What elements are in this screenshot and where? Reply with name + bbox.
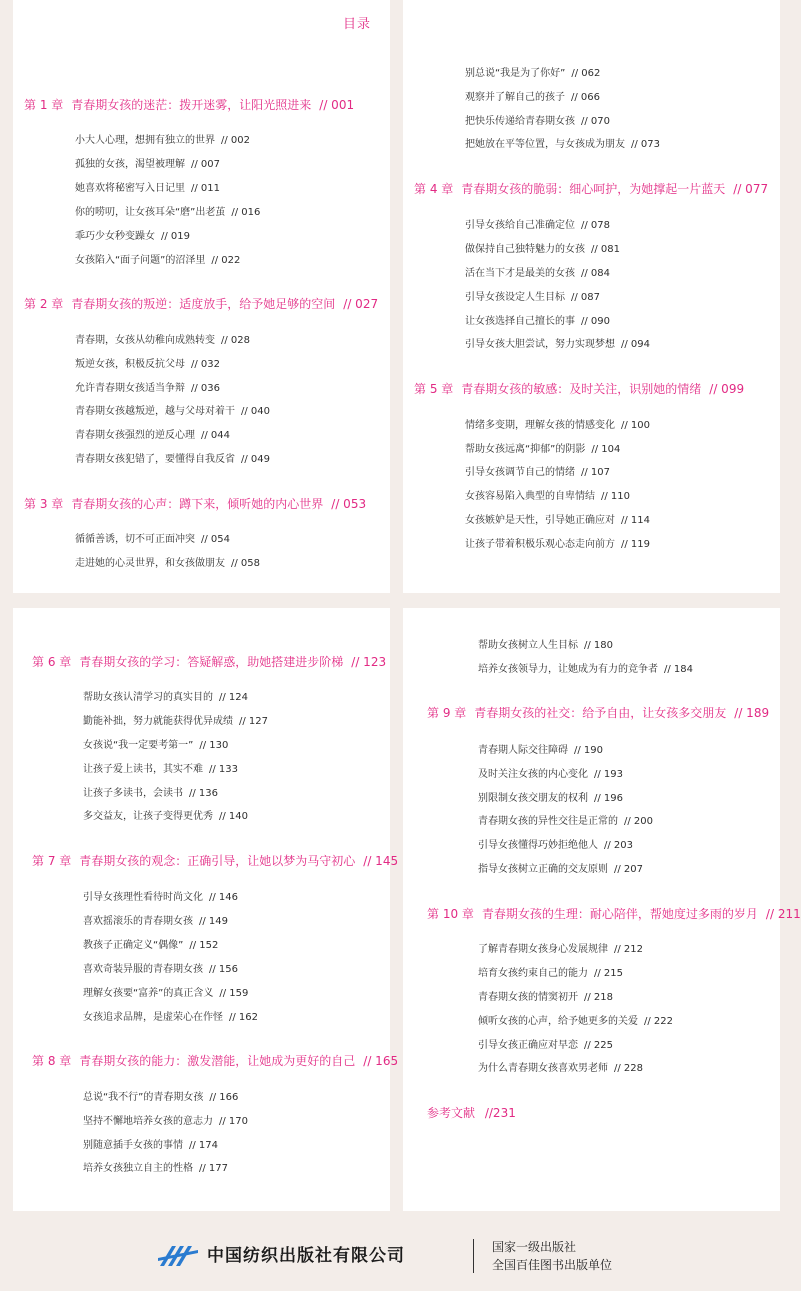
chapter-page: // 189 bbox=[734, 706, 770, 720]
entry-title: 青春期人际交往障碍 bbox=[478, 745, 568, 756]
chapter-title: 青春期女孩的敏感：及时关注，识别她的情绪 bbox=[461, 382, 702, 396]
toc-entry bbox=[478, 988, 613, 1003]
entry-title: 总说“我不行”的青春期女孩 bbox=[83, 1092, 204, 1103]
entry-title: 为什么青春期女孩喜欢男老师 bbox=[478, 1063, 608, 1074]
entry-title: 引导女孩懂得巧妙拒绝他人 bbox=[478, 840, 598, 851]
entry-title: 了解青春期女孩身心发展规律 bbox=[478, 944, 608, 955]
toc-entry bbox=[478, 812, 653, 827]
entry-title: 倾听女孩的心声，给予她更多的关爱 bbox=[478, 1016, 638, 1027]
toc-entry bbox=[465, 463, 610, 478]
toc-entry bbox=[75, 554, 260, 569]
entry-title: 别总说“我是为了你好” bbox=[465, 68, 566, 79]
entry-title: 女孩追求品牌，是虚荣心在作怪 bbox=[83, 1012, 223, 1023]
entry-title: 及时关注女孩的内心变化 bbox=[478, 769, 588, 780]
chapter-10-heading bbox=[427, 905, 801, 922]
entry-title: 叛逆女孩，积极反抗父母 bbox=[75, 359, 185, 370]
toc-entry bbox=[465, 112, 610, 127]
toc-entry bbox=[465, 288, 600, 303]
chapter-title: 青春期女孩的脆弱：细心呵护，为她撑起一片蓝天 bbox=[461, 182, 726, 196]
references-entry bbox=[427, 1104, 516, 1121]
toc-entry bbox=[75, 227, 190, 242]
entry-title: 把快乐传递给青春期女孩 bbox=[465, 116, 575, 127]
entry-title: 培育女孩约束自己的能力 bbox=[478, 968, 588, 979]
footer-divider bbox=[473, 1239, 474, 1273]
entry-page: // 222 bbox=[644, 1016, 674, 1027]
entry-page: // 062 bbox=[571, 68, 601, 79]
toc-entry bbox=[75, 426, 230, 441]
entry-title: 女孩嫉妒是天性，引导她正确应对 bbox=[465, 515, 615, 526]
entry-page: // 149 bbox=[199, 916, 229, 927]
entry-title: 引导女孩正确应对早恋 bbox=[478, 1040, 578, 1051]
toc-entry bbox=[75, 331, 250, 346]
chapter-title: 青春期女孩的迷茫：拨开迷雾，让阳光照进来 bbox=[71, 98, 312, 112]
entry-title: 勤能补拙，努力就能获得优异成绩 bbox=[83, 716, 233, 727]
entry-title: 帮助女孩远离“抑郁”的阴影 bbox=[465, 444, 586, 455]
entry-page: // 002 bbox=[221, 135, 251, 146]
entry-page: // 146 bbox=[209, 892, 239, 903]
chapter-page: // 211 bbox=[765, 907, 801, 921]
entry-title: 她喜欢将秘密写入日记里 bbox=[75, 183, 185, 194]
toc-entry bbox=[83, 1159, 228, 1174]
entry-page: // 100 bbox=[621, 420, 651, 431]
entry-page: // 066 bbox=[571, 92, 601, 103]
entry-page: // 104 bbox=[591, 444, 621, 455]
publisher-tagline-2: 全国百佳图书出版单位 bbox=[492, 1258, 613, 1272]
chapter-number: 第 5 章 bbox=[414, 382, 454, 396]
toc-entry bbox=[465, 240, 620, 255]
toc-entry bbox=[75, 530, 230, 545]
entry-page: // 107 bbox=[581, 467, 611, 478]
entry-title: 让孩子多读书，会读书 bbox=[83, 788, 183, 799]
entry-title: 教孩子正确定义“偶像” bbox=[83, 940, 184, 951]
entry-title: 把她放在平等位置，与女孩成为朋友 bbox=[465, 139, 625, 150]
chapter-number: 第 8 章 bbox=[32, 1054, 72, 1068]
toc-entry bbox=[478, 660, 693, 675]
entry-page: // 032 bbox=[191, 359, 221, 370]
toc-entry bbox=[465, 487, 630, 502]
entry-page: // 119 bbox=[621, 539, 651, 550]
entry-page: // 090 bbox=[581, 316, 611, 327]
toc-entry bbox=[83, 984, 248, 999]
toc-entry bbox=[83, 784, 218, 799]
toc-page-1 bbox=[13, 0, 390, 593]
entry-page: // 058 bbox=[231, 558, 261, 569]
chapter-5-heading bbox=[414, 380, 744, 397]
toc-entry bbox=[465, 64, 600, 79]
entry-title: 引导女孩理性看待时尚文化 bbox=[83, 892, 203, 903]
entry-title: 别随意插手女孩的事情 bbox=[83, 1140, 183, 1151]
entry-page: // 081 bbox=[591, 244, 621, 255]
entry-page: // 028 bbox=[221, 335, 251, 346]
entry-page: // 218 bbox=[584, 992, 614, 1003]
entry-title: 情绪多变期，理解女孩的情感变化 bbox=[465, 420, 615, 431]
entry-page: // 133 bbox=[209, 764, 239, 775]
entry-title: 帮助女孩认清学习的真实目的 bbox=[83, 692, 213, 703]
entry-page: // 016 bbox=[231, 207, 261, 218]
entry-page: // 174 bbox=[189, 1140, 219, 1151]
chapter-9-heading bbox=[427, 704, 769, 721]
toc-entry bbox=[83, 1112, 248, 1127]
entry-title: 活在当下才是最美的女孩 bbox=[465, 268, 575, 279]
entry-page: // 180 bbox=[584, 640, 614, 651]
toc-entry bbox=[465, 440, 620, 455]
chapter-number: 第 9 章 bbox=[427, 706, 467, 720]
entry-title: 走进她的心灵世界，和女孩做朋友 bbox=[75, 558, 225, 569]
toc-entry bbox=[478, 836, 633, 851]
chapter-number: 第 10 章 bbox=[427, 907, 474, 921]
entry-page: // 152 bbox=[189, 940, 219, 951]
toc-entry bbox=[75, 402, 270, 417]
toc-entry bbox=[75, 355, 220, 370]
toc-entry bbox=[478, 860, 643, 875]
entry-page: // 130 bbox=[199, 740, 229, 751]
references-page: //231 bbox=[484, 1106, 516, 1120]
entry-page: // 019 bbox=[161, 231, 191, 242]
toc-entry bbox=[465, 535, 650, 550]
entry-page: // 054 bbox=[201, 534, 231, 545]
chapter-page: // 123 bbox=[351, 655, 387, 669]
toc-entry bbox=[478, 940, 643, 955]
toc-page-3 bbox=[13, 608, 399, 1211]
entry-title: 理解女孩要“富养”的真正含义 bbox=[83, 988, 214, 999]
entry-page: // 215 bbox=[594, 968, 624, 979]
entry-title: 引导女孩调节自己的情绪 bbox=[465, 467, 575, 478]
entry-page: // 190 bbox=[574, 745, 604, 756]
toc-entry bbox=[478, 636, 613, 651]
toc-page-2 bbox=[403, 0, 780, 593]
entry-title: 观察并了解自己的孩子 bbox=[465, 92, 565, 103]
chapter-4-heading bbox=[414, 180, 768, 197]
chapter-page: // 053 bbox=[331, 497, 367, 511]
toc-entry bbox=[83, 888, 238, 903]
entry-title: 青春期女孩犯错了，要懂得自我反省 bbox=[75, 454, 235, 465]
entry-title: 青春期女孩的异性交往是正常的 bbox=[478, 816, 618, 827]
toc-entry bbox=[465, 335, 650, 350]
entry-title: 指导女孩树立正确的交友原则 bbox=[478, 864, 608, 875]
chapter-title: 青春期女孩的叛逆：适度放手，给予她足够的空间 bbox=[71, 297, 336, 311]
toc-entry bbox=[83, 1088, 238, 1103]
toc-entry bbox=[465, 312, 610, 327]
toc-entry bbox=[465, 511, 650, 526]
chapter-7-heading bbox=[32, 852, 398, 869]
toc-entry bbox=[83, 736, 228, 751]
chapter-title: 青春期女孩的能力：激发潜能，让她成为更好的自己 bbox=[79, 1054, 356, 1068]
entry-title: 乖巧少女秒变躁女 bbox=[75, 231, 155, 242]
toc-entry bbox=[75, 203, 260, 218]
entry-title: 别限制女孩交朋友的权利 bbox=[478, 793, 588, 804]
toc-entry bbox=[83, 960, 238, 975]
toc-title: 目录 bbox=[343, 17, 372, 32]
entry-page: // 170 bbox=[219, 1116, 249, 1127]
chapter-number: 第 7 章 bbox=[32, 854, 72, 868]
chapter-title: 青春期女孩的观念：正确引导，让她以梦为马守初心 bbox=[79, 854, 356, 868]
chapter-page: // 145 bbox=[363, 854, 399, 868]
toc-entry bbox=[83, 807, 248, 822]
chapter-page: // 001 bbox=[319, 98, 355, 112]
chapter-page: // 099 bbox=[709, 382, 745, 396]
entry-title: 让孩子爱上读书，其实不难 bbox=[83, 764, 203, 775]
entry-title: 坚持不懈地培养女孩的意志力 bbox=[83, 1116, 213, 1127]
chapter-2-heading bbox=[24, 295, 378, 312]
entry-title: 做保持自己独特魅力的女孩 bbox=[465, 244, 585, 255]
chapter-page: // 165 bbox=[363, 1054, 399, 1068]
entry-page: // 193 bbox=[594, 769, 624, 780]
entry-page: // 212 bbox=[614, 944, 644, 955]
entry-page: // 084 bbox=[581, 268, 611, 279]
chapter-3-heading bbox=[24, 495, 366, 512]
entry-title: 循循善诱，切不可正面冲突 bbox=[75, 534, 195, 545]
chapter-title: 青春期女孩的社交：给予自由，让女孩多交朋友 bbox=[474, 706, 727, 720]
toc-entry bbox=[83, 912, 228, 927]
entry-title: 女孩容易陷入典型的自卑情结 bbox=[465, 491, 595, 502]
toc-entry bbox=[478, 1036, 613, 1051]
entry-title: 孤独的女孩，渴望被理解 bbox=[75, 159, 185, 170]
toc-entry bbox=[83, 712, 268, 727]
entry-title: 允许青春期女孩适当争辩 bbox=[75, 383, 185, 394]
entry-title: 青春期女孩越叛逆，越与父母对着干 bbox=[75, 406, 235, 417]
entry-title: 引导女孩给自己准确定位 bbox=[465, 220, 575, 231]
entry-page: // 078 bbox=[581, 220, 611, 231]
entry-page: // 110 bbox=[601, 491, 631, 502]
toc-entry bbox=[83, 760, 238, 775]
entry-title: 女孩陷入“面子问题”的沼泽里 bbox=[75, 255, 206, 266]
toc-entry bbox=[75, 155, 220, 170]
toc-entry bbox=[478, 1059, 643, 1074]
entry-page: // 140 bbox=[219, 811, 249, 822]
entry-page: // 049 bbox=[241, 454, 271, 465]
entry-title: 青春期，女孩从幼稚向成熟转变 bbox=[75, 335, 215, 346]
entry-page: // 070 bbox=[581, 116, 611, 127]
entry-title: 让女孩选择自己擅长的事 bbox=[465, 316, 575, 327]
entry-page: // 196 bbox=[594, 793, 624, 804]
chapter-6-heading bbox=[32, 653, 386, 670]
chapter-title: 青春期女孩的学习：答疑解惑，助她搭建进步阶梯 bbox=[79, 655, 344, 669]
entry-title: 小大人心理，想拥有独立的世界 bbox=[75, 135, 215, 146]
toc-entry bbox=[75, 379, 220, 394]
entry-page: // 114 bbox=[621, 515, 651, 526]
entry-page: // 124 bbox=[219, 692, 249, 703]
references-label: 参考文献 bbox=[427, 1106, 476, 1120]
entry-page: // 184 bbox=[664, 664, 694, 675]
chapter-title: 青春期女孩的生理：耐心陪伴，帮她度过多雨的岁月 bbox=[481, 907, 758, 921]
entry-page: // 200 bbox=[624, 816, 654, 827]
entry-page: // 044 bbox=[201, 430, 231, 441]
publisher-logo-icon bbox=[158, 1240, 198, 1268]
toc-entry bbox=[83, 1136, 218, 1151]
toc-entry bbox=[478, 765, 623, 780]
toc-entry bbox=[83, 936, 218, 951]
chapter-number: 第 1 章 bbox=[24, 98, 64, 112]
chapter-number: 第 6 章 bbox=[32, 655, 72, 669]
entry-page: // 087 bbox=[571, 292, 601, 303]
entry-page: // 007 bbox=[191, 159, 221, 170]
toc-entry bbox=[465, 135, 660, 150]
chapter-8-heading bbox=[32, 1052, 398, 1069]
entry-title: 帮助女孩树立人生目标 bbox=[478, 640, 578, 651]
entry-page: // 036 bbox=[191, 383, 221, 394]
entry-title: 培养女孩领导力，让她成为有力的竞争者 bbox=[478, 664, 658, 675]
entry-title: 多交益友，让孩子变得更优秀 bbox=[83, 811, 213, 822]
entry-page: // 207 bbox=[614, 864, 644, 875]
publisher-footer bbox=[0, 1211, 790, 1291]
toc-page-4 bbox=[403, 608, 801, 1211]
publisher-name: 中国纺织出版社有限公司 bbox=[207, 1246, 405, 1266]
toc-entry bbox=[478, 789, 623, 804]
toc-entry bbox=[465, 416, 650, 431]
toc-entry bbox=[83, 1008, 258, 1023]
entry-title: 引导女孩设定人生目标 bbox=[465, 292, 565, 303]
toc-entry bbox=[83, 688, 248, 703]
publisher-tagline-1: 国家一级出版社 bbox=[492, 1240, 577, 1254]
toc-entry bbox=[75, 450, 270, 465]
entry-page: // 177 bbox=[199, 1163, 229, 1174]
toc-entry bbox=[465, 264, 610, 279]
entry-title: 引导女孩大胆尝试，努力实现梦想 bbox=[465, 339, 615, 350]
chapter-number: 第 3 章 bbox=[24, 497, 64, 511]
entry-title: 你的唠叨，让女孩耳朵“磨”出老茧 bbox=[75, 207, 226, 218]
entry-page: // 073 bbox=[631, 139, 661, 150]
entry-page: // 011 bbox=[191, 183, 221, 194]
entry-page: // 127 bbox=[239, 716, 269, 727]
entry-page: // 022 bbox=[211, 255, 241, 266]
toc-entry bbox=[465, 88, 600, 103]
entry-page: // 203 bbox=[604, 840, 634, 851]
entry-page: // 225 bbox=[584, 1040, 614, 1051]
entry-page: // 228 bbox=[614, 1063, 644, 1074]
entry-title: 青春期女孩强烈的逆反心理 bbox=[75, 430, 195, 441]
toc-entry bbox=[75, 251, 240, 266]
entry-title: 培养女孩独立自主的性格 bbox=[83, 1163, 193, 1174]
chapter-1-heading bbox=[24, 96, 354, 113]
entry-title: 让孩子带着积极乐观心态走向前方 bbox=[465, 539, 615, 550]
entry-title: 女孩说“我一定要考第一” bbox=[83, 740, 194, 751]
entry-page: // 156 bbox=[209, 964, 239, 975]
toc-entry bbox=[75, 179, 220, 194]
chapter-number: 第 4 章 bbox=[414, 182, 454, 196]
entry-page: // 094 bbox=[621, 339, 651, 350]
entry-page: // 136 bbox=[189, 788, 219, 799]
toc-entry bbox=[465, 216, 610, 231]
chapter-page: // 027 bbox=[343, 297, 379, 311]
toc-entry bbox=[478, 964, 623, 979]
entry-page: // 040 bbox=[241, 406, 271, 417]
entry-title: 喜欢奇装异服的青春期女孩 bbox=[83, 964, 203, 975]
entry-title: 青春期女孩的情窦初开 bbox=[478, 992, 578, 1003]
entry-title: 喜欢摇滚乐的青春期女孩 bbox=[83, 916, 193, 927]
entry-page: // 162 bbox=[229, 1012, 259, 1023]
entry-page: // 166 bbox=[209, 1092, 239, 1103]
toc-entry bbox=[478, 1012, 673, 1027]
chapter-number: 第 2 章 bbox=[24, 297, 64, 311]
entry-page: // 159 bbox=[219, 988, 249, 999]
chapter-title: 青春期女孩的心声：蹲下来，倾听她的内心世界 bbox=[71, 497, 324, 511]
toc-entry bbox=[478, 741, 603, 756]
chapter-page: // 077 bbox=[733, 182, 769, 196]
toc-entry bbox=[75, 131, 250, 146]
